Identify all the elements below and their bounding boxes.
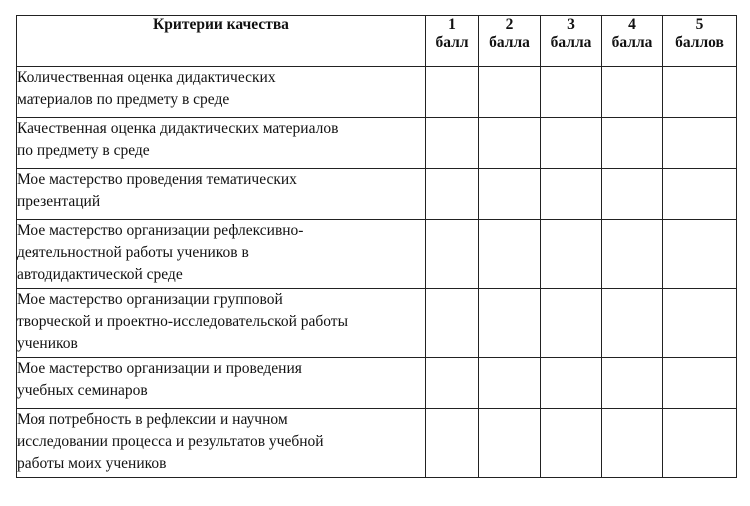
score-1-cell[interactable] — [426, 358, 479, 409]
score-2-cell[interactable] — [479, 169, 541, 220]
score-1-column-header — [426, 16, 479, 67]
criterion-text-line: Мое мастерство организации и проведения — [17, 360, 302, 377]
score-1-cell[interactable] — [426, 409, 479, 478]
score-3-cell[interactable] — [541, 289, 602, 358]
score-2-cell[interactable] — [479, 409, 541, 478]
score-5-column-header — [663, 16, 737, 67]
score-3-cell[interactable] — [541, 67, 602, 118]
criterion-cell — [17, 358, 426, 409]
score-3-cell[interactable] — [541, 220, 602, 289]
criterion-cell — [17, 220, 426, 289]
criterion-text-line: материалов по предмету в среде — [17, 91, 230, 108]
criterion-text-line: работы моих учеников — [17, 455, 167, 472]
score-3-cell[interactable] — [541, 358, 602, 409]
criterion-text-line: Мое мастерство проведения тематических — [17, 171, 297, 188]
criterion-text-line: Моя потребность в рефлексии и научном — [17, 411, 288, 428]
criterion-text-line: учебных семинаров — [17, 382, 148, 399]
score-4-number: 4 — [628, 16, 636, 33]
score-4-column-header — [602, 16, 663, 67]
score-4-cell[interactable] — [602, 67, 663, 118]
table-row — [17, 220, 737, 289]
score-3-column-header — [541, 16, 602, 67]
table-row — [17, 67, 737, 118]
score-1-cell[interactable] — [426, 67, 479, 118]
criterion-text-line: деятельностной работы учеников в — [17, 244, 249, 261]
table-body — [17, 67, 737, 478]
table-row — [17, 409, 737, 478]
score-5-cell[interactable] — [663, 67, 737, 118]
score-4-cell[interactable] — [602, 118, 663, 169]
criterion-text-line: автодидактической среде — [17, 266, 183, 283]
score-1-unit: балл — [435, 34, 469, 51]
score-4-cell[interactable] — [602, 220, 663, 289]
table-row — [17, 169, 737, 220]
score-1-cell[interactable] — [426, 220, 479, 289]
table-row — [17, 118, 737, 169]
criterion-text-line: учеников — [17, 335, 78, 352]
score-2-cell[interactable] — [479, 289, 541, 358]
criterion-text-line: презентаций — [17, 193, 101, 210]
criterion-cell — [17, 289, 426, 358]
score-2-cell[interactable] — [479, 220, 541, 289]
criterion-cell — [17, 409, 426, 478]
score-1-number: 1 — [448, 16, 456, 33]
criterion-text-line: Количественная оценка дидактических — [17, 69, 276, 86]
score-4-cell[interactable] — [602, 169, 663, 220]
score-4-cell[interactable] — [602, 358, 663, 409]
score-4-cell[interactable] — [602, 289, 663, 358]
score-4-unit: балла — [611, 34, 653, 51]
score-2-cell[interactable] — [479, 67, 541, 118]
score-2-cell[interactable] — [479, 358, 541, 409]
score-3-cell[interactable] — [541, 409, 602, 478]
criterion-text-line: Мое мастерство организации групповой — [17, 291, 283, 308]
score-5-cell[interactable] — [663, 289, 737, 358]
score-3-cell[interactable] — [541, 169, 602, 220]
table-row — [17, 358, 737, 409]
score-3-unit: балла — [550, 34, 592, 51]
score-1-cell[interactable] — [426, 118, 479, 169]
criterion-cell — [17, 169, 426, 220]
criterion-text-line: творческой и проектно-исследовательской работы — [17, 313, 348, 330]
table-row — [17, 289, 737, 358]
criteria-column-header — [17, 16, 426, 67]
score-3-number: 3 — [567, 16, 575, 33]
score-4-cell[interactable] — [602, 409, 663, 478]
criterion-cell — [17, 67, 426, 118]
quality-criteria-table — [16, 15, 737, 478]
score-5-cell[interactable] — [663, 169, 737, 220]
criterion-text-line: по предмету в среде — [17, 142, 150, 159]
criterion-text-line: Мое мастерство организации рефлексивно- — [17, 222, 304, 239]
score-5-unit: баллов — [675, 34, 724, 51]
score-5-cell[interactable] — [663, 220, 737, 289]
score-3-cell[interactable] — [541, 118, 602, 169]
criterion-cell — [17, 118, 426, 169]
criteria-header-label: Критерии качества — [153, 16, 289, 33]
score-5-cell[interactable] — [663, 118, 737, 169]
score-2-number: 2 — [505, 16, 514, 33]
score-5-cell[interactable] — [663, 409, 737, 478]
score-5-cell[interactable] — [663, 358, 737, 409]
score-2-cell[interactable] — [479, 118, 541, 169]
score-2-column-header — [479, 16, 541, 67]
score-1-cell[interactable] — [426, 169, 479, 220]
table-header-row — [17, 16, 737, 67]
score-2-unit: балла — [489, 34, 530, 51]
score-5-number: 5 — [695, 16, 704, 33]
criterion-text-line: Качественная оценка дидактических материалов — [17, 120, 339, 137]
score-1-cell[interactable] — [426, 289, 479, 358]
criterion-text-line: исследовании процесса и результатов учебной — [17, 433, 324, 450]
